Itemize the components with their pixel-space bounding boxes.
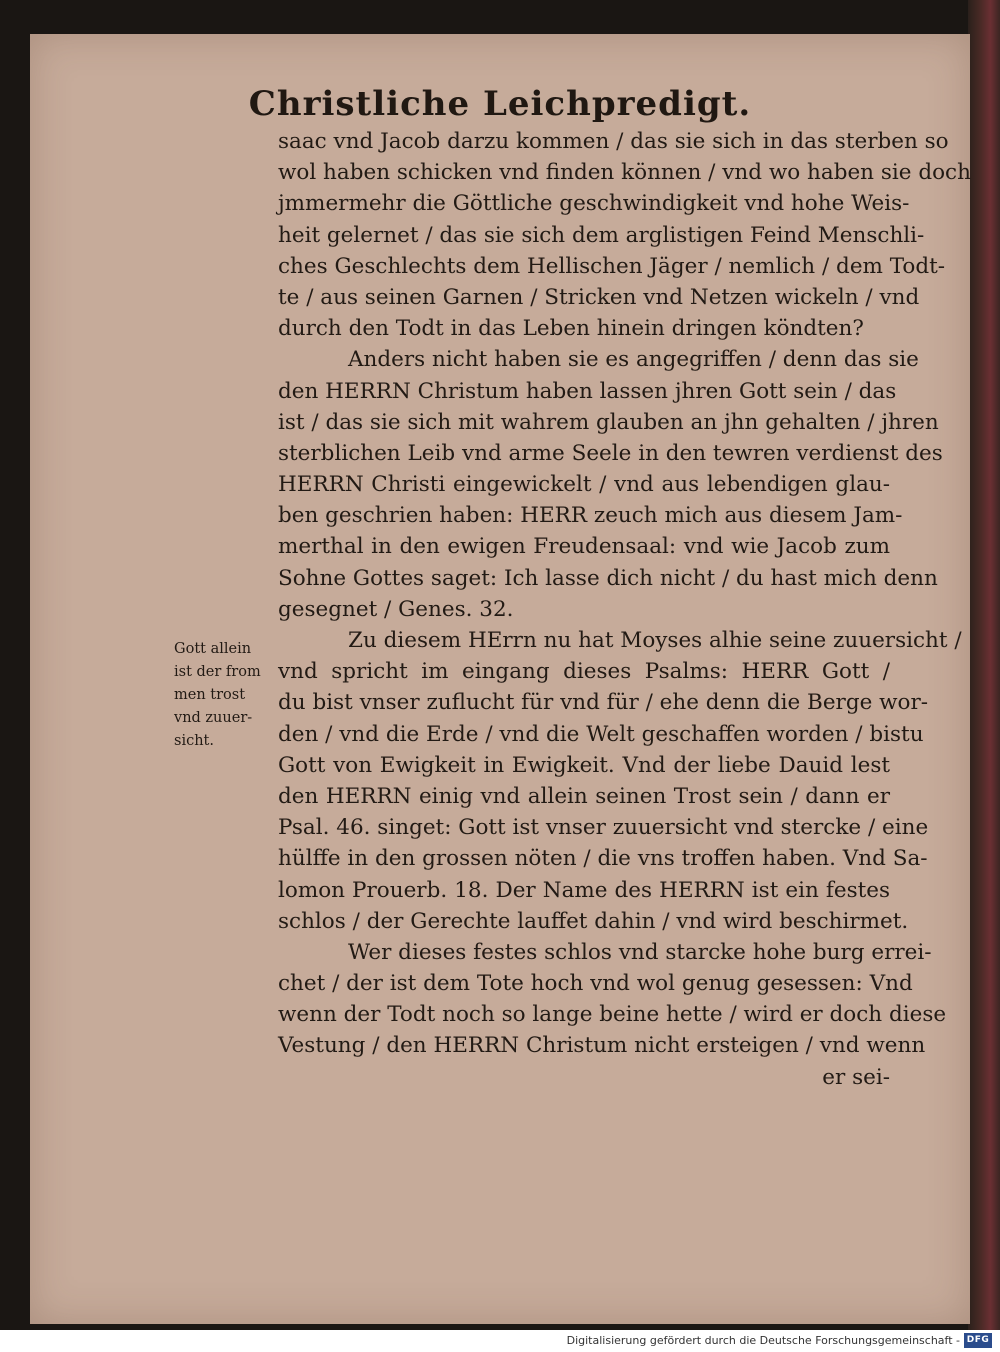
text-line: lomon Prouerb. 18. Der Name des HERRN ist ein festes: [278, 877, 890, 903]
text-line: wenn der Todt noch so lange beine hette / wird er doch diese: [278, 1002, 947, 1028]
text-line: hülffe in den grossen nöten / die vns troffen haben. Vnd Sa-: [278, 846, 928, 872]
page-header: Christliche Leichpredigt.: [248, 84, 752, 124]
text-line: saac vnd Jacob darzu kommen / das sie sich in das sterben so: [278, 129, 949, 154]
text-line: Sohne Gottes saget: Ich lasse dich nicht / du hast mich denn: [278, 565, 938, 591]
dfg-logo: DFG: [964, 1333, 992, 1348]
text-line: jmmermehr die Göttliche geschwindigkeit vnd hohe Weis-: [278, 191, 910, 217]
book-page: [30, 34, 970, 1324]
catchword: er sei-: [822, 1064, 890, 1090]
text-line: ist / das sie sich mit wahrem glauben an jhn gehalten / jhren: [278, 409, 939, 435]
main-text-block: [278, 126, 971, 1093]
text-line: den / vnd die Erde / vnd die Welt geschaffen worden / bistu: [278, 721, 924, 747]
marginal-note: [174, 638, 274, 753]
text-line: du bist vnser zuflucht für vnd für / ehe denn die Berge wor-: [278, 690, 929, 716]
text-line: ches Geschlechts dem Hellischen Jäger / nemlich / dem Todt-: [278, 253, 946, 279]
text-line: heit gelernet / das sie sich dem arglistigen Feind Menschli-: [278, 222, 925, 248]
text-line: Zu diesem HErrn nu hat Moyses alhie seine zuuersicht /: [348, 628, 962, 653]
marginal-line: men trost: [174, 687, 246, 703]
text-line: Wer dieses festes schlos vnd starcke hohe burg errei-: [348, 939, 932, 965]
text-line: durch den Todt in das Leben hinein dringen köndten?: [278, 316, 864, 342]
text-line: wol haben schicken vnd finden können / vnd wo haben sie doch: [278, 160, 971, 186]
text-line: te / aus seinen Garnen / Stricken vnd Netzen wickeln / vnd: [278, 284, 920, 310]
text-line: schlos / der Gerechte lauffet dahin / vnd wird beschirmet.: [278, 908, 909, 934]
text-line: sterblichen Leib vnd arme Seele in den tewren verdienst des: [278, 440, 943, 466]
book-cover-edge: [968, 0, 1000, 1330]
text-line: HERRN Christi eingewickelt / vnd aus lebendigen glau-: [278, 472, 890, 498]
marginal-line: Gott allein: [174, 641, 252, 657]
marginal-line: sicht.: [174, 733, 214, 749]
footer-bar: [0, 1330, 1000, 1352]
footer-credit: Digitalisierung gefördert durch die Deutsche Forschungsgemeinschaft -: [566, 1334, 960, 1347]
text-line: Gott von Ewigkeit in Ewigkeit. Vnd der liebe Dauid lest: [278, 752, 890, 778]
text-line: Anders nicht haben sie es angegriffen / denn das sie: [348, 347, 919, 373]
text-line: Psal. 46. singet: Gott ist vnser zuuersicht vnd stercke / eine: [278, 815, 929, 841]
marginal-line: ist der from: [174, 664, 261, 680]
text-line: Vestung / den HERRN Christum nicht ersteigen / vnd wenn: [278, 1033, 926, 1059]
text-line: gesegnet / Genes. 32.: [278, 596, 514, 622]
text-line: vnd spricht im eingang dieses Psalms: HERR Gott /: [278, 659, 890, 685]
text-line: den HERRN Christum haben lassen jhren Gott sein / das: [278, 378, 897, 404]
text-line: chet / der ist dem Tote hoch vnd wol genug gesessen: Vnd: [278, 971, 913, 997]
marginal-line: vnd zuuer-: [174, 710, 253, 726]
text-line: den HERRN einig vnd allein seinen Trost sein / dann er: [278, 783, 890, 809]
text-line: merthal in den ewigen Freudensaal: vnd wie Jacob zum: [278, 534, 890, 560]
text-line: ben geschrien haben: HERR zeuch mich aus diesem Jam-: [278, 503, 903, 529]
